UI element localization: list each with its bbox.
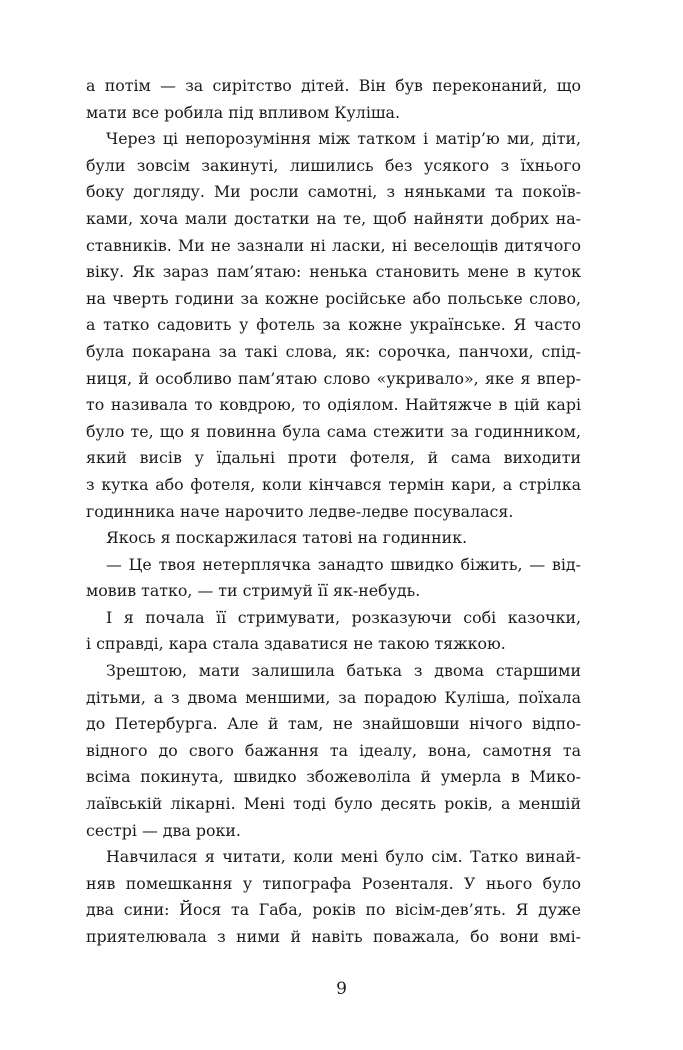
text-line: до Петербурга. Але й там, не знайшовши нічого відпо- bbox=[86, 714, 581, 734]
text-line: то називала то ковдрою, то одіялом. Найтяжче в цій карі bbox=[86, 395, 581, 415]
text-line: — Це твоя нетерплячка занадто швидко біжить, — від- bbox=[106, 554, 581, 574]
text-line: відного до свого бажання та ідеалу, вона, самотня та bbox=[86, 740, 581, 760]
text-line: Зрештою, мати залишила батька з двома старшими bbox=[106, 661, 581, 681]
text-line: сестрі — два роки. bbox=[86, 820, 241, 840]
body-text bbox=[86, 73, 581, 951]
text-line: віку. Як зараз пам’ятаю: ненька становить мене в куток bbox=[86, 262, 581, 282]
text-line: приятелювала з ними й навіть поважала, бо вони вмі- bbox=[86, 927, 581, 946]
text-line: годинника наче нарочито ледве-ледве посувалася. bbox=[86, 501, 514, 521]
text-line: Через ці непорозуміння між татком і матір’ю ми, діти, bbox=[106, 129, 581, 149]
text-line: дітьми, а з двома меншими, за порадою Куліша, поїхала bbox=[86, 687, 581, 707]
page-number: 9 bbox=[336, 979, 347, 999]
text-line: Якось я поскаржилася татові на годинник. bbox=[106, 528, 468, 548]
text-line: ставників. Ми не зазнали ні ласки, ні веселощів дитячого bbox=[86, 235, 581, 255]
text-line: була покарана за такі слова, як: сорочка, панчохи, спід- bbox=[86, 341, 581, 361]
text-line: який висів у їдальні проти фотеля, й сама виходити bbox=[86, 448, 581, 468]
text-line: боку догляду. Ми росли самотні, з няньками та покоїв- bbox=[86, 182, 581, 202]
text-line: а потім — за сирітство дітей. Він був переконаний, що bbox=[86, 76, 581, 95]
text-line: на чверть години за кожне російське або польське слово, bbox=[86, 288, 581, 308]
text-line: всіма покинута, швидко збожеволіла й умерла в Мико- bbox=[86, 767, 581, 787]
text-line: ками, хоча мали достатки на те, щоб найняти добрих на- bbox=[86, 208, 581, 228]
text-line: і справді, кара стала здаватися не такою тяжкою. bbox=[86, 634, 506, 654]
text-line: ниця, й особливо пам’ятаю слово «укривало», яке я впер- bbox=[86, 368, 581, 388]
text-line: мовив татко, — ти стримуй її як-небудь. bbox=[86, 581, 421, 601]
text-line: мати все робила під впливом Куліша. bbox=[86, 102, 401, 122]
text-line: були зовсім закинуті, лишились без усякого з їхнього bbox=[86, 155, 581, 175]
text-line: І я почала її стримувати, розказуючи собі казочки, bbox=[106, 607, 581, 627]
text-line: няв помешкання у типографа Розенталя. У нього було bbox=[86, 873, 581, 893]
text-line: Навчилася я читати, коли мені було сім. Татко винай- bbox=[106, 847, 581, 867]
text-line: а татко садовить у фотель за кожне українське. Я часто bbox=[86, 315, 581, 335]
text-line: з кутка або фотеля, коли кінчався термін кари, а стрілка bbox=[86, 474, 581, 494]
text-line: лаївській лікарні. Мені тоді було десять років, а меншій bbox=[86, 794, 581, 814]
text-line: два сини: Йося та Габа, років по вісім-дев’ять. Я дуже bbox=[86, 900, 581, 920]
text-line: було те, що я повинна була сама стежити за годинником, bbox=[86, 421, 581, 441]
